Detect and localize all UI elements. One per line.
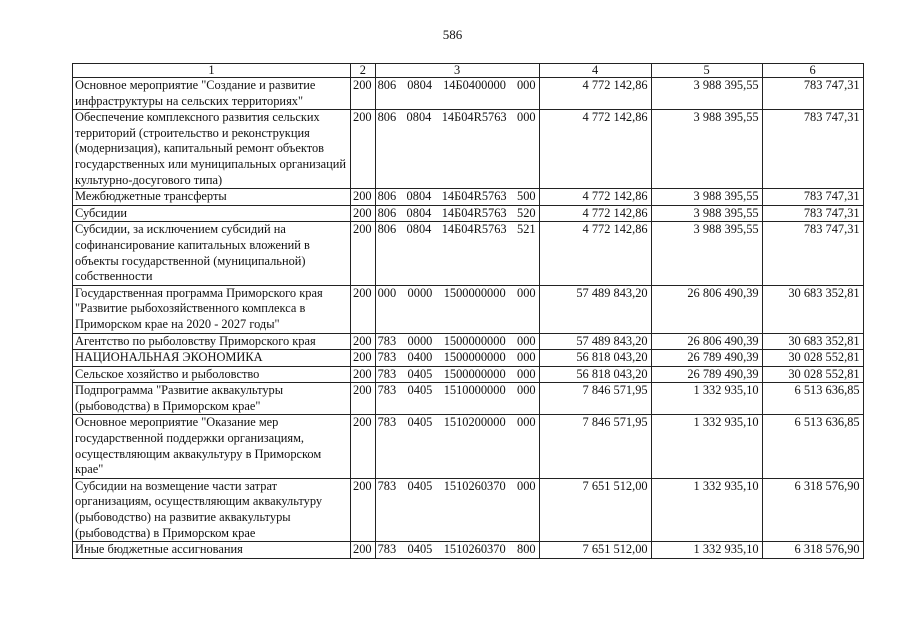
target-article-code: 1510260370: [443, 478, 506, 493]
row-name-cell: Основное мероприятие "Создание и развитие инфраструктуры на сельских территориях": [73, 78, 351, 110]
section-code: 0804: [406, 222, 432, 237]
expense-type-code: 500: [517, 189, 536, 204]
row-classification-cell: [375, 542, 539, 559]
table-row: [73, 415, 864, 478]
row-classification-cell: [375, 285, 539, 333]
row-name-cell: Агентство по рыболовству Приморского края: [73, 333, 351, 350]
header-cell: 1: [73, 64, 351, 78]
target-article-code: 14Б04R5763: [441, 205, 507, 220]
target-article-code: 1510200000: [443, 415, 506, 430]
section-code: 0000: [407, 333, 433, 348]
row-code-cell: 200: [351, 78, 376, 110]
row-amount-col5: 3 988 395,55: [651, 205, 762, 222]
gr-code: 806: [377, 222, 397, 237]
row-code-cell: 200: [351, 205, 376, 222]
row-amount-col6: 30 683 352,81: [762, 285, 863, 333]
row-classification-cell: [375, 415, 539, 478]
section-code: 0804: [407, 78, 433, 92]
expense-type-code: 000: [517, 415, 536, 430]
row-amount-col4: 4 772 142,86: [539, 222, 651, 285]
row-name-cell: Субсидии на возмещение части затрат организациям, осуществляющим аквакультуру (рыбоводство) на развитие аквакультуры (рыбоводства) в Приморском крае: [73, 478, 351, 541]
row-amount-col4: 57 489 843,20: [539, 333, 651, 350]
expense-type-code: 000: [517, 383, 536, 398]
gr-code: 000: [377, 285, 397, 300]
section-code: 0405: [407, 383, 433, 398]
row-name-cell: Межбюджетные трансферты: [73, 189, 351, 206]
row-amount-col5: 26 806 490,39: [651, 333, 762, 350]
row-amount-col4: 4 772 142,86: [539, 110, 651, 189]
gr-code: 783: [377, 542, 397, 557]
section-code: 0000: [407, 285, 433, 300]
gr-code: 783: [377, 350, 397, 365]
table-row: [73, 478, 864, 541]
gr-code: 806: [377, 78, 397, 92]
expense-type-code: 000: [516, 78, 536, 92]
row-amount-col4: 7 651 512,00: [539, 542, 651, 559]
target-article-code: 1510260370: [443, 542, 506, 557]
row-code-cell: 200: [351, 222, 376, 285]
header-cell: 4: [539, 64, 651, 78]
gr-code: 806: [377, 110, 397, 125]
row-name-cell: Иные бюджетные ассигнования: [73, 542, 351, 559]
expense-type-code: 000: [517, 285, 536, 300]
row-amount-col4: 7 846 571,95: [539, 415, 651, 478]
row-amount-col6: 6 513 636,85: [762, 383, 863, 415]
section-code: 0804: [406, 205, 432, 220]
row-classification-cell: [375, 78, 539, 110]
row-classification-cell: [375, 478, 539, 541]
table-row: [73, 366, 864, 383]
table-row: [73, 78, 864, 110]
section-code: 0405: [407, 366, 433, 381]
row-amount-col4: 4 772 142,86: [539, 78, 651, 110]
row-amount-col5: 3 988 395,55: [651, 78, 762, 110]
expense-type-code: 000: [517, 366, 536, 381]
table-row: [73, 205, 864, 222]
row-name-cell: Субсидии, за исключением субсидий на софинансирование капитальных вложений в объекты государственной (муниципальной) собственности: [73, 222, 351, 285]
target-article-code: 1500000000: [443, 366, 506, 381]
expense-type-code: 000: [517, 110, 536, 125]
gr-code: 806: [377, 205, 397, 220]
header-cell: 6: [762, 64, 863, 78]
gr-code: 783: [377, 478, 397, 493]
row-amount-col5: 26 806 490,39: [651, 285, 762, 333]
page-number: 586: [442, 27, 463, 42]
target-article-code: 1500000000: [443, 333, 506, 348]
expense-type-code: 000: [517, 333, 536, 348]
row-amount-col5: 1 332 935,10: [651, 478, 762, 541]
row-name-cell: Подпрограмма "Развитие аквакультуры (рыбоводства) в Приморском крае": [73, 383, 351, 415]
row-code-cell: 200: [351, 383, 376, 415]
table-header-row: [73, 64, 864, 78]
gr-code: 783: [377, 366, 397, 381]
row-amount-col6: 30 683 352,81: [762, 333, 863, 350]
row-amount-col6: 783 747,31: [762, 205, 863, 222]
expense-type-code: 800: [517, 542, 536, 557]
table-row: [73, 110, 864, 189]
row-amount-col6: 6 513 636,85: [762, 415, 863, 478]
header-cell: 5: [651, 64, 762, 78]
row-code-cell: 200: [351, 350, 376, 367]
table-row: [73, 350, 864, 367]
row-code-cell: 200: [351, 333, 376, 350]
gr-code: 783: [377, 333, 397, 348]
row-name-cell: Сельское хозяйство и рыболовство: [73, 366, 351, 383]
row-classification-cell: [375, 366, 539, 383]
row-amount-col5: 1 332 935,10: [651, 383, 762, 415]
section-code: 0804: [406, 110, 432, 125]
section-code: 0405: [407, 415, 433, 430]
header-cell: 3: [375, 64, 539, 78]
row-classification-cell: [375, 189, 539, 206]
row-code-cell: 200: [351, 110, 376, 189]
target-article-code: 1510000000: [443, 383, 506, 398]
row-code-cell: 200: [351, 189, 376, 206]
row-amount-col4: 56 818 043,20: [539, 366, 651, 383]
gr-code: 783: [377, 383, 397, 398]
budget-table: [72, 63, 864, 559]
row-name-cell: НАЦИОНАЛЬНАЯ ЭКОНОМИКА: [73, 350, 351, 367]
row-classification-cell: [375, 110, 539, 189]
row-amount-col5: 3 988 395,55: [651, 222, 762, 285]
row-classification-cell: [375, 333, 539, 350]
row-amount-col5: 3 988 395,55: [651, 110, 762, 189]
target-article-code: 14Б04R5763: [441, 189, 507, 204]
row-amount-col4: 4 772 142,86: [539, 205, 651, 222]
row-amount-col6: 6 318 576,90: [762, 542, 863, 559]
header-cell: 2: [351, 64, 376, 78]
row-amount-col5: 26 789 490,39: [651, 366, 762, 383]
row-classification-cell: [375, 383, 539, 415]
table-row: [73, 222, 864, 285]
section-code: 0405: [407, 478, 433, 493]
row-classification-cell: [375, 222, 539, 285]
expense-type-code: 520: [517, 205, 536, 220]
row-amount-col5: 26 789 490,39: [651, 350, 762, 367]
target-article-code: 1500000000: [443, 285, 506, 300]
table-row: [73, 285, 864, 333]
row-amount-col6: 783 747,31: [762, 110, 863, 189]
row-code-cell: 200: [351, 285, 376, 333]
row-amount-col6: 783 747,31: [762, 78, 863, 110]
section-code: 0400: [407, 350, 433, 365]
expense-type-code: 000: [517, 350, 536, 365]
target-article-code: 14Б04R5763: [441, 222, 507, 237]
row-amount-col6: 783 747,31: [762, 222, 863, 285]
gr-code: 806: [377, 189, 397, 204]
expense-type-code: 521: [517, 222, 536, 237]
row-amount-col5: 3 988 395,55: [651, 189, 762, 206]
target-article-code: 1500000000: [443, 350, 506, 365]
row-code-cell: 200: [351, 366, 376, 383]
table-row: [73, 189, 864, 206]
row-code-cell: 200: [351, 478, 376, 541]
row-amount-col4: 7 846 571,95: [539, 383, 651, 415]
table-row: [73, 383, 864, 415]
row-amount-col6: 783 747,31: [762, 189, 863, 206]
row-amount-col4: 57 489 843,20: [539, 285, 651, 333]
section-code: 0405: [407, 542, 433, 557]
table-row: [73, 542, 864, 559]
row-classification-cell: [375, 205, 539, 222]
row-amount-col4: 7 651 512,00: [539, 478, 651, 541]
row-name-cell: Государственная программа Приморского края "Развитие рыбохозяйственного комплекса в Приморском крае на 2020 - 2027 годы": [73, 285, 351, 333]
row-amount-col5: 1 332 935,10: [651, 542, 762, 559]
target-article-code: 14Б0400000: [443, 78, 506, 92]
row-name-cell: Основное мероприятие "Оказание мер государственной поддержки организациям, осуществляющим аквакультуру в Приморском крае": [73, 415, 351, 478]
row-amount-col4: 56 818 043,20: [539, 350, 651, 367]
row-code-cell: 200: [351, 415, 376, 478]
row-amount-col5: 1 332 935,10: [651, 415, 762, 478]
row-name-cell: Субсидии: [73, 205, 351, 222]
table-row: [73, 333, 864, 350]
row-amount-col6: 30 028 552,81: [762, 350, 863, 367]
section-code: 0804: [406, 189, 432, 204]
row-amount-col4: 4 772 142,86: [539, 189, 651, 206]
expense-type-code: 000: [517, 478, 536, 493]
row-amount-col6: 6 318 576,90: [762, 478, 863, 541]
row-amount-col6: 30 028 552,81: [762, 366, 863, 383]
row-code-cell: 200: [351, 542, 376, 559]
target-article-code: 14Б04R5763: [441, 110, 507, 125]
row-name-cell: Обеспечение комплексного развития сельских территорий (строительство и реконструкция (модернизация), капитальный ремонт объектов государственных или муниципальных организаций культурно-досугового типа): [73, 110, 351, 189]
gr-code: 783: [377, 415, 397, 430]
row-classification-cell: [375, 350, 539, 367]
